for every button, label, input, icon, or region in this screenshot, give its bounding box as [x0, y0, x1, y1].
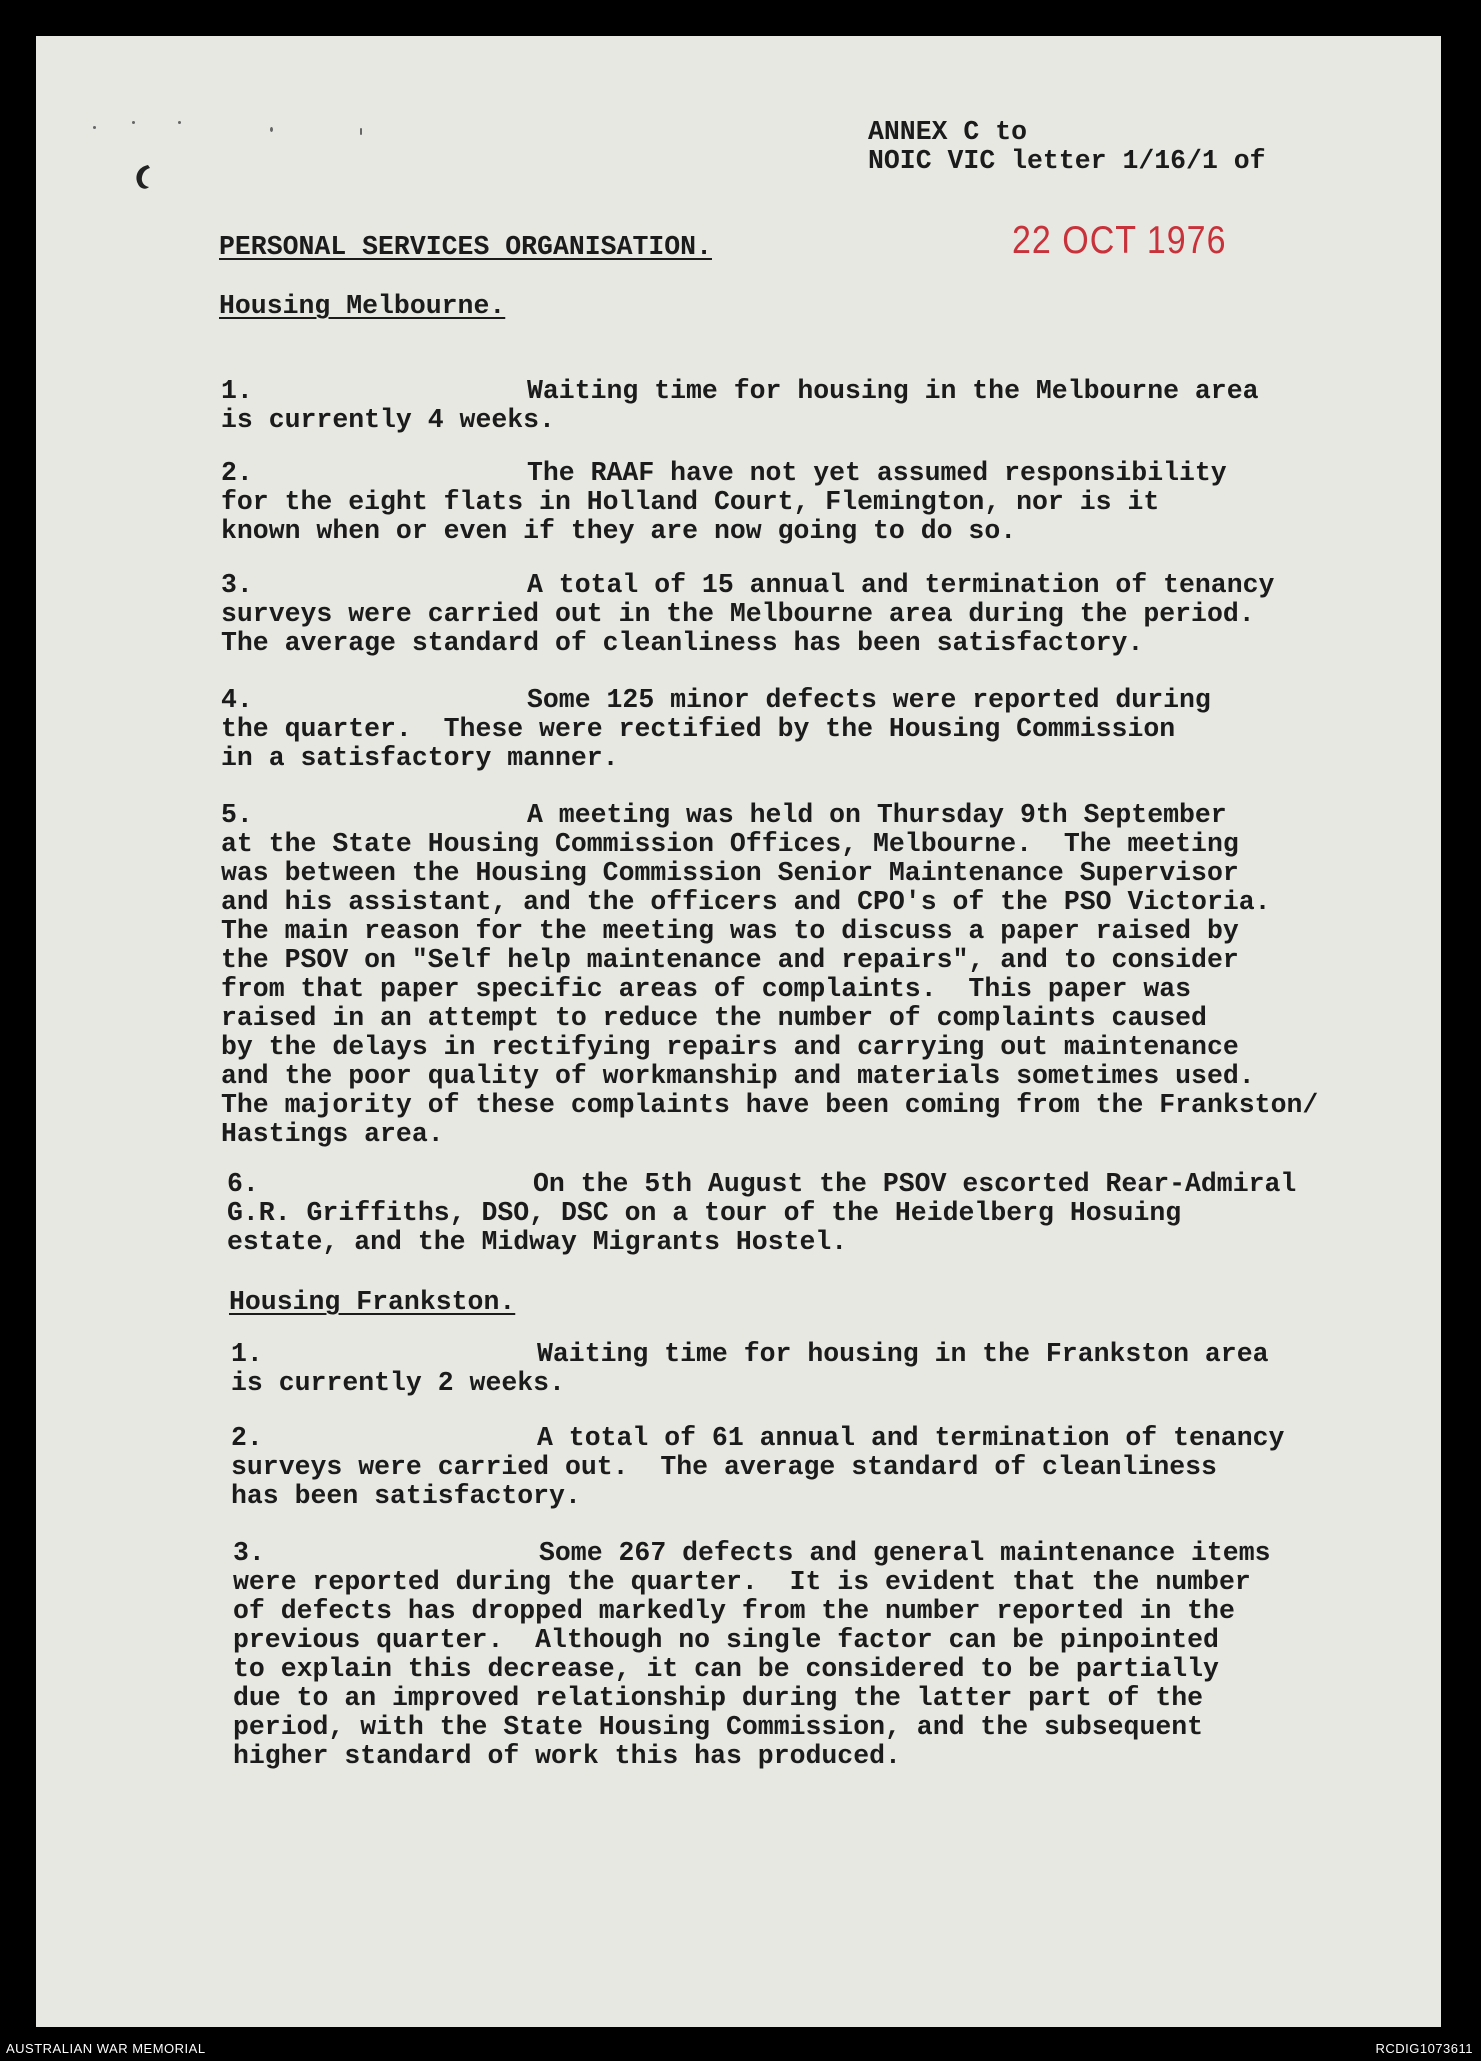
paragraph-line: estate, and the Midway Migrants Hostel. [227, 1227, 848, 1257]
paragraph-line: was between the Housing Commission Senior Maintenance Supervisor [221, 858, 1239, 888]
paragraph [233, 1539, 1271, 1771]
paragraph-line: in a satisfactory manner. [221, 743, 619, 773]
paper-speck [132, 121, 135, 124]
paragraph-number: 1. [221, 376, 253, 406]
paragraph-line: known when or even if they are now going to do so. [221, 516, 1017, 546]
paragraph-line: period, with the State Housing Commission, and the subsequent [233, 1712, 1204, 1742]
paragraph-line: the quarter. These were rectified by the Housing Commission [221, 714, 1176, 744]
paragraph [221, 571, 1274, 658]
paragraph-line: raised in an attempt to reduce the number of complaints caused [221, 1003, 1207, 1033]
paragraph-line: surveys were carried out in the Melbourne area during the period. [221, 599, 1255, 629]
paragraph-line: Some 267 defects and general maintenance items [539, 1538, 1271, 1568]
footer-reference: RCDIG1073611 [1375, 2041, 1473, 2056]
paragraph-line: A total of 61 annual and termination of tenancy [537, 1423, 1285, 1453]
paragraph-number: 2. [221, 458, 253, 488]
date-stamp: 22 OCT 1976 [1012, 218, 1227, 262]
paragraph-line: due to an improved relationship during the latter part of the [233, 1683, 1204, 1713]
footer-credit: AUSTRALIAN WAR MEMORIAL [6, 2041, 206, 2056]
paragraph-line: for the eight flats in Holland Court, Flemington, nor is it [221, 487, 1160, 517]
paragraph-line: higher standard of work this has produced. [233, 1741, 901, 1771]
paragraph [231, 1424, 1284, 1511]
paragraph [221, 377, 1259, 435]
paragraph-line: On the 5th August the PSOV escorted Rear-Admiral [533, 1169, 1297, 1199]
paragraph-line: were reported during the quarter. It is evident that the number [233, 1567, 1251, 1597]
paragraph-line: Waiting time for housing in the Melbourne area [527, 376, 1259, 406]
paragraph-number: 1. [231, 1339, 263, 1369]
annex-line-1: ANNEX C to [868, 117, 1028, 147]
paragraph-line: is currently 2 weeks. [231, 1368, 565, 1398]
paragraph-line: to explain this decrease, it can be considered to be partially [233, 1654, 1219, 1684]
paragraph-number: 5. [221, 800, 253, 830]
paragraph-line: is currently 4 weeks. [221, 405, 555, 435]
paragraph [227, 1170, 1296, 1257]
paragraph-line: The majority of these complaints have been coming from the Frankston/ [221, 1090, 1319, 1120]
paragraph-line: G.R. Griffiths, DSO, DSC on a tour of the Heidelberg Hosuing [227, 1198, 1182, 1228]
paragraph-line: surveys were carried out. The average standard of cleanliness [231, 1452, 1217, 1482]
paragraph-line: from that paper specific areas of complaints. This paper was [221, 974, 1192, 1004]
paragraph-line: and his assistant, and the officers and CPO's of the PSO Victoria. [221, 887, 1271, 917]
paragraph [221, 801, 1318, 1149]
paragraph-line: previous quarter. Although no single factor can be pinpointed [233, 1625, 1219, 1655]
paragraph-line: by the delays in rectifying repairs and carrying out maintenance [221, 1032, 1239, 1062]
punch-hole-mark [132, 162, 154, 192]
paragraph-line: A total of 15 annual and termination of tenancy [527, 570, 1275, 600]
paragraph-line: Hastings area. [221, 1119, 444, 1149]
paragraph-line: and the poor quality of workmanship and materials sometimes used. [221, 1061, 1255, 1091]
paper-speck [270, 127, 273, 132]
paragraph [221, 686, 1211, 773]
paper-speck [178, 121, 181, 124]
paragraph-line: the PSOV on "Self help maintenance and repairs", and to consider [221, 945, 1239, 975]
paragraph-line: Some 125 minor defects were reported during [527, 685, 1211, 715]
section-heading-frankston: Housing Frankston. [229, 1287, 516, 1317]
paper-speck [360, 128, 362, 135]
paragraph-line: has been satisfactory. [231, 1481, 581, 1511]
paragraph-number: 2. [231, 1423, 263, 1453]
annex-line-2: NOIC VIC letter 1/16/1 of [868, 146, 1266, 176]
paragraph-line: at the State Housing Commission Offices, Melbourne. The meeting [221, 829, 1239, 859]
paragraph [221, 459, 1227, 546]
paragraph [231, 1340, 1269, 1398]
paragraph-line: A meeting was held on Thursday 9th September [527, 800, 1227, 830]
paragraph-line: Waiting time for housing in the Frankston area [537, 1339, 1269, 1369]
paragraph-line: of defects has dropped markedly from the number reported in the [233, 1596, 1235, 1626]
paragraph-number: 6. [227, 1169, 259, 1199]
paragraph-number: 4. [221, 685, 253, 715]
paragraph-number: 3. [221, 570, 253, 600]
paragraph-line: The RAAF have not yet assumed responsibility [527, 458, 1227, 488]
page-title: PERSONAL SERVICES ORGANISATION. [219, 232, 712, 262]
section-heading-melbourne: Housing Melbourne. [219, 291, 506, 321]
paragraph-number: 3. [233, 1538, 265, 1568]
paragraph-line: The average standard of cleanliness has been satisfactory. [221, 628, 1144, 658]
paper-speck [93, 126, 96, 129]
paragraph-line: The main reason for the meeting was to discuss a paper raised by [221, 916, 1239, 946]
